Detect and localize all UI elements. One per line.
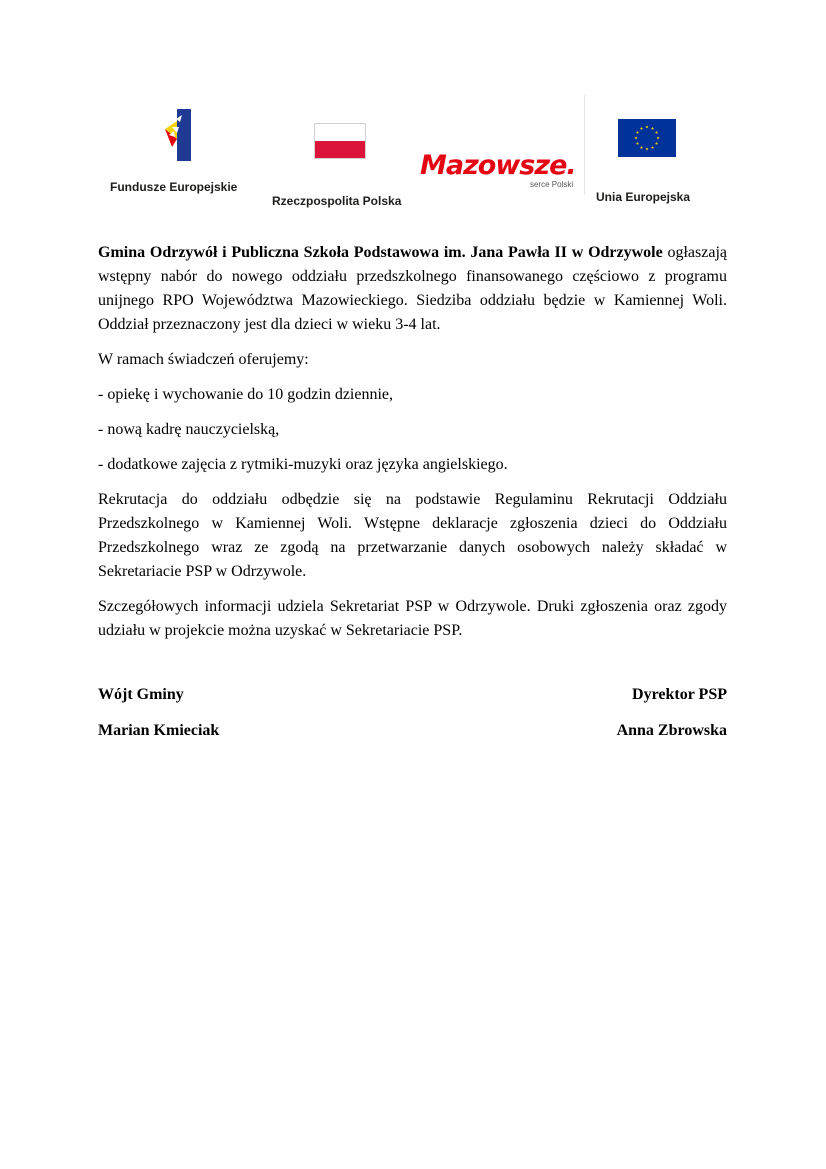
eu-star-icon [636,131,639,134]
intro-paragraph [98,241,727,337]
rzeczpospolita-polska-caption: Rzeczpospolita Polska [272,194,402,208]
eu-star-icon [645,147,648,150]
letter-body [98,241,727,654]
intro-bold-text: Gmina Odrzywół i Publiczna Szkoła Podstawowa im. Jana Pawła II w Odrzywole [98,244,663,261]
eu-star-icon [656,136,659,139]
eu-star-icon [651,127,654,130]
signature-right-name: Anna Zbrowska [616,722,727,739]
eu-flag-icon [618,119,676,157]
eu-star-icon [651,146,654,149]
eu-star-icon [655,142,658,145]
offer-item: - opiekę i wychowanie do 10 godzin dziennie, [98,386,394,403]
mazowsze-tagline: serce Polski [530,180,574,189]
rzeczpospolita-polska-logo [270,123,420,208]
eu-star-icon [640,146,643,149]
eu-star-icon [645,125,648,128]
offer-heading: W ramach świadczeń oferujemy: [98,351,309,368]
logo-divider [584,95,585,195]
unia-europejska-caption: Unia Europejska [596,190,691,204]
logo-band [0,95,826,208]
eu-star-icon [634,136,637,139]
eu-star-icon [636,142,639,145]
unia-europejska-logo [596,119,716,204]
offer-item: - dodatkowe zajęcia z rytmiki-muzyki oraz języka angielskiego. [98,456,508,473]
signature-left-name: Marian Kmieciak [98,722,220,739]
mazowsze-logo [420,150,588,195]
eu-star-icon [655,131,658,134]
details-paragraph: Szczegółowych informacji udziela Sekretariat PSP w Odrzywole. Druki zgłoszenia oraz zgody udziału w projekcie można uzyskać w Sekretariacie PSP. [98,598,727,639]
poland-flag-icon [314,123,366,159]
fundusze-europejskie-caption: Fundusze Europejskie [110,180,238,194]
signature-right-title: Dyrektor PSP [632,686,727,703]
recruitment-paragraph: Rekrutacja do oddziału odbędzie się na podstawie Regulaminu Rekrutacji Oddziału Przedszkolnego w Kamiennej Woli. Wstępne deklaracje zgłoszenia dzieci do Oddziału Przedszkolnego wraz ze zgodą na przetwarzanie danych osobowych należy składać w Sekretariacie PSP w Odrzywole. [98,491,727,580]
fundusze-europejskie-logo [108,109,248,194]
eu-star-icon [640,127,643,130]
mazowsze-wordmark: Mazowsze. [420,150,576,181]
intro-text: ogłaszają wstępny nabór do nowego oddziału przedszkolnego finansowanego częściowo z programu unijnego RPO Województwa Mazowieckiego. Siedziba oddziału będzie w Kamiennej Woli. Oddział przeznaczony jest dla dzieci w wieku 3-4 lat. [98,244,728,333]
fundusze-europejskie-emblem-icon [163,109,193,161]
signature-left-title: Wójt Gminy [98,686,184,703]
offer-item: - nową kadrę nauczycielską, [98,421,280,438]
